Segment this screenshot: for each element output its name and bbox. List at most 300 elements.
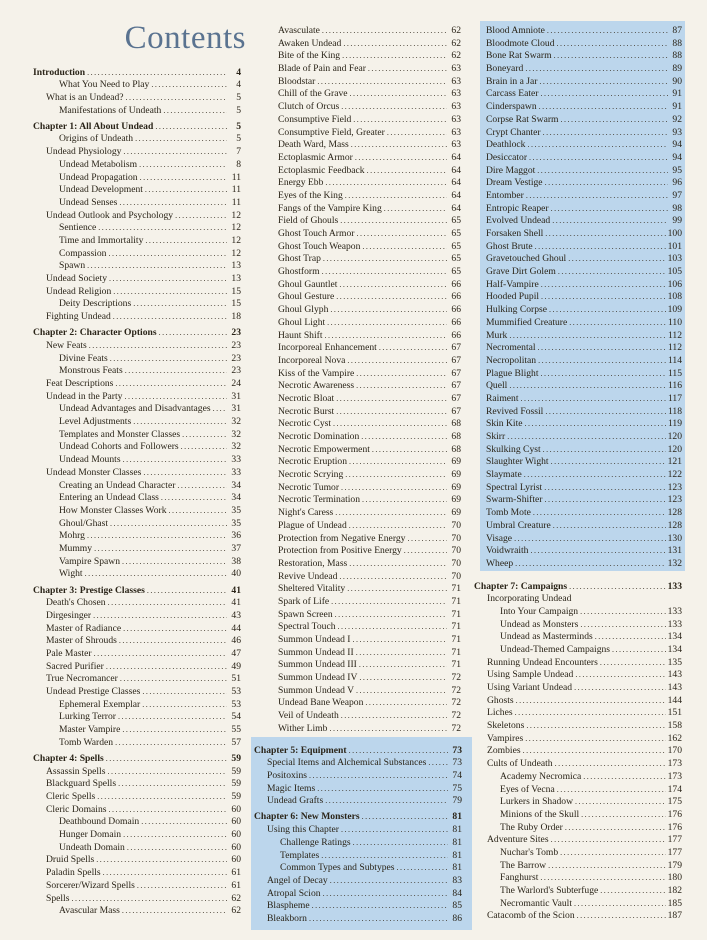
toc-entry-title: Necrotic Domination xyxy=(278,431,360,442)
toc-page-number: 71 xyxy=(451,608,461,620)
toc-entry[interactable] xyxy=(33,518,241,531)
toc-entry[interactable] xyxy=(278,355,461,368)
toc-entry[interactable] xyxy=(278,190,461,203)
toc-chapter-entry[interactable] xyxy=(254,745,462,758)
toc-page-number: 74 xyxy=(452,769,462,781)
toc-chapter-entry[interactable] xyxy=(33,585,241,598)
dot-leader xyxy=(365,697,447,710)
toc-entry[interactable] xyxy=(486,342,682,355)
toc-entry[interactable] xyxy=(278,266,461,279)
toc-entry[interactable] xyxy=(33,905,241,918)
toc-entry[interactable] xyxy=(474,733,682,746)
toc-entry-title: Undead Monster Classes xyxy=(46,466,142,478)
toc-entry[interactable] xyxy=(474,695,682,708)
toc-entry[interactable] xyxy=(486,76,682,89)
dot-leader xyxy=(560,847,665,860)
toc-entry[interactable] xyxy=(33,505,241,518)
toc-entry[interactable] xyxy=(33,273,241,286)
toc-entry-title: Desiccator xyxy=(486,151,528,163)
toc-entry[interactable] xyxy=(474,860,682,873)
toc-entry[interactable] xyxy=(254,862,462,875)
toc-entry[interactable] xyxy=(278,114,461,127)
toc-entry[interactable] xyxy=(33,403,241,416)
toc-entry[interactable] xyxy=(278,609,461,622)
toc-entry[interactable] xyxy=(486,393,682,406)
toc-entry[interactable] xyxy=(33,340,241,353)
toc-entry-title: Ghost Brute xyxy=(486,240,533,252)
toc-entry[interactable] xyxy=(486,266,682,279)
dot-leader xyxy=(540,872,665,885)
toc-entry-title: Death's Chosen xyxy=(46,597,106,609)
toc-entry[interactable] xyxy=(474,619,682,632)
toc-entry-title: Undead Cohorts and Followers xyxy=(59,441,179,453)
toc-entry[interactable] xyxy=(278,127,461,140)
toc-page-number: 44 xyxy=(231,622,241,634)
dot-leader xyxy=(533,507,666,520)
toc-entry[interactable] xyxy=(33,724,241,737)
toc-entry[interactable] xyxy=(486,253,682,266)
dot-leader xyxy=(527,139,668,152)
toc-entry[interactable] xyxy=(278,596,461,609)
toc-entry[interactable] xyxy=(474,644,682,657)
dot-leader xyxy=(507,431,665,444)
dot-leader xyxy=(575,796,666,809)
toc-entry[interactable] xyxy=(33,610,241,623)
toc-entry[interactable] xyxy=(33,260,241,273)
toc-entry[interactable] xyxy=(33,353,241,366)
toc-page-number: 81 xyxy=(452,811,462,823)
toc-entry[interactable] xyxy=(486,469,682,482)
dot-leader xyxy=(356,685,447,698)
toc-page-number: 179 xyxy=(667,859,682,871)
toc-entry-title: Time and Immortality xyxy=(59,234,144,246)
toc-entry[interactable] xyxy=(278,571,461,584)
toc-entry[interactable] xyxy=(474,707,682,720)
toc-entry[interactable] xyxy=(278,406,461,419)
toc-entry[interactable] xyxy=(33,235,241,248)
toc-entry[interactable] xyxy=(486,114,682,127)
dot-leader xyxy=(135,133,227,146)
toc-entry[interactable] xyxy=(278,304,461,317)
toc-entry-title: Murk xyxy=(486,329,508,341)
toc-page-number: 182 xyxy=(667,885,682,896)
dot-leader xyxy=(509,330,666,343)
toc-entry[interactable] xyxy=(474,822,682,835)
toc-entry[interactable] xyxy=(33,159,241,172)
toc-entry[interactable] xyxy=(33,378,241,391)
dot-leader xyxy=(177,480,227,493)
toc-entry[interactable] xyxy=(33,480,241,493)
toc-entry[interactable] xyxy=(278,50,461,63)
toc-entry[interactable] xyxy=(474,631,682,644)
toc-entry[interactable] xyxy=(278,494,461,507)
toc-entry[interactable] xyxy=(33,893,241,906)
dot-leader xyxy=(339,571,447,584)
toc-entry[interactable] xyxy=(486,177,682,190)
toc-page-number: 83 xyxy=(452,874,462,886)
toc-entry[interactable] xyxy=(254,757,462,770)
toc-entry[interactable] xyxy=(33,778,241,791)
toc-entry[interactable] xyxy=(278,165,461,178)
toc-page-number: 65 xyxy=(451,266,461,278)
toc-entry[interactable] xyxy=(278,697,461,710)
toc-entry[interactable] xyxy=(278,647,461,660)
toc-entry[interactable] xyxy=(33,556,241,569)
toc-entry-title: Assassin Spells xyxy=(46,765,106,777)
toc-entry[interactable] xyxy=(486,520,682,533)
toc-entry-title: Energy Ebb xyxy=(278,177,324,189)
toc-entry-title: Avasculate xyxy=(278,25,320,36)
toc-entry[interactable] xyxy=(278,431,461,444)
dot-leader xyxy=(323,253,447,266)
toc-entry-title: Master of Shrouds xyxy=(46,635,117,647)
toc-entry[interactable] xyxy=(254,783,462,796)
toc-page-number: 70 xyxy=(451,557,461,569)
toc-entry[interactable] xyxy=(278,545,461,558)
toc-entry[interactable] xyxy=(33,568,241,581)
toc-entry[interactable] xyxy=(33,543,241,556)
toc-entry[interactable] xyxy=(278,520,461,533)
toc-entry[interactable] xyxy=(486,507,682,520)
toc-entry[interactable] xyxy=(278,317,461,330)
dot-leader xyxy=(554,50,668,63)
toc-entry[interactable] xyxy=(486,165,682,178)
toc-page-number: 131 xyxy=(667,545,682,557)
toc-entry-title: Undead Advantages and Disadvantages xyxy=(59,403,211,415)
toc-entry[interactable] xyxy=(278,291,461,304)
toc-entry-title: Deity Descriptions xyxy=(59,298,132,310)
toc-entry[interactable] xyxy=(486,203,682,216)
toc-entry[interactable] xyxy=(486,406,682,419)
toc-entry[interactable] xyxy=(486,38,682,51)
toc-entry[interactable] xyxy=(474,771,682,784)
toc-entry[interactable] xyxy=(278,25,461,38)
toc-entry[interactable] xyxy=(486,317,682,330)
dot-leader xyxy=(327,317,447,330)
toc-entry-title: Evolved Undead xyxy=(486,215,551,227)
toc-page-number: 69 xyxy=(451,507,461,519)
toc-entry[interactable] xyxy=(474,834,682,847)
toc-page-number: 66 xyxy=(451,291,461,303)
toc-entry[interactable] xyxy=(278,659,461,672)
toc-page-number: 64 xyxy=(451,189,461,201)
toc-page-number: 4 xyxy=(236,66,241,78)
toc-entry[interactable] xyxy=(33,454,241,467)
toc-entry[interactable] xyxy=(278,444,461,457)
toc-page-number: 71 xyxy=(451,659,461,671)
toc-entry[interactable] xyxy=(278,228,461,241)
toc-entry[interactable] xyxy=(278,330,461,343)
dot-leader xyxy=(342,50,447,63)
toc-entry[interactable] xyxy=(474,720,682,733)
toc-entry[interactable] xyxy=(33,829,241,842)
toc-page-number: 71 xyxy=(451,621,461,633)
toc-entry[interactable] xyxy=(33,222,241,235)
toc-entry[interactable] xyxy=(486,190,682,203)
toc-entry[interactable] xyxy=(33,842,241,855)
toc-entry[interactable] xyxy=(33,635,241,648)
toc-entry[interactable] xyxy=(278,253,461,266)
toc-entry[interactable] xyxy=(33,766,241,779)
toc-entry[interactable] xyxy=(474,847,682,860)
toc-entry[interactable] xyxy=(254,875,462,888)
toc-entry[interactable] xyxy=(33,492,241,505)
toc-entry[interactable] xyxy=(486,456,682,469)
toc-entry[interactable] xyxy=(33,441,241,454)
toc-entry[interactable] xyxy=(254,850,462,863)
toc-entry[interactable] xyxy=(474,669,682,682)
toc-entry[interactable] xyxy=(278,342,461,355)
toc-entry[interactable] xyxy=(486,418,682,431)
toc-chapter-entry[interactable] xyxy=(33,753,241,766)
toc-entry-title: Ghoul Light xyxy=(278,316,326,328)
toc-entry[interactable] xyxy=(278,723,461,736)
toc-entry[interactable] xyxy=(474,606,682,619)
toc-chapter-entry[interactable] xyxy=(33,327,241,340)
toc-entry[interactable] xyxy=(278,152,461,165)
toc-entry[interactable] xyxy=(278,583,461,596)
toc-entry[interactable] xyxy=(486,241,682,254)
toc-entry[interactable] xyxy=(33,804,241,817)
toc-entry[interactable] xyxy=(486,380,682,393)
toc-entry[interactable] xyxy=(486,355,682,368)
toc-entry[interactable] xyxy=(33,298,241,311)
toc-entry[interactable] xyxy=(486,304,682,317)
toc-entry[interactable] xyxy=(278,710,461,723)
dot-leader xyxy=(317,783,448,796)
toc-entry[interactable] xyxy=(474,682,682,695)
toc-entry[interactable] xyxy=(278,533,461,546)
toc-chapter-entry[interactable] xyxy=(33,67,241,80)
toc-entry[interactable] xyxy=(278,38,461,51)
toc-entry[interactable] xyxy=(474,796,682,809)
toc-entry[interactable] xyxy=(486,228,682,241)
toc-entry[interactable] xyxy=(33,791,241,804)
toc-page-number: 36 xyxy=(231,530,241,542)
toc-page-number: 67 xyxy=(451,380,461,392)
toc-entry[interactable] xyxy=(486,50,682,63)
toc-entry[interactable] xyxy=(486,494,682,507)
toc-entry[interactable] xyxy=(254,770,462,783)
toc-page-number: 5 xyxy=(236,104,241,116)
toc-entry[interactable] xyxy=(33,92,241,105)
toc-entry[interactable] xyxy=(486,101,682,114)
toc-entry[interactable] xyxy=(486,279,682,292)
toc-page-number: 64 xyxy=(451,151,461,163)
toc-entry[interactable] xyxy=(33,133,241,146)
toc-entry[interactable] xyxy=(254,795,462,808)
toc-entry-title: Boneyard xyxy=(486,63,524,75)
toc-entry[interactable] xyxy=(33,648,241,661)
toc-page-number: 75 xyxy=(452,782,462,794)
toc-entry[interactable] xyxy=(33,391,241,404)
toc-entry-title: Vampires xyxy=(487,732,524,744)
toc-entry[interactable] xyxy=(33,854,241,867)
toc-entry[interactable] xyxy=(278,558,461,571)
toc-entry-title: Veil of Undeath xyxy=(278,710,339,722)
toc-entry[interactable] xyxy=(278,241,461,254)
toc-entry[interactable] xyxy=(474,910,682,923)
toc-entry[interactable] xyxy=(486,63,682,76)
toc-entry[interactable] xyxy=(33,184,241,197)
toc-entry-title: Blade of Pain and Fear xyxy=(278,63,366,75)
toc-page-number: 35 xyxy=(231,504,241,516)
dot-leader xyxy=(336,406,447,419)
dot-leader xyxy=(163,105,227,118)
toc-entry[interactable] xyxy=(474,872,682,885)
toc-entry[interactable] xyxy=(278,215,461,228)
toc-entry[interactable] xyxy=(33,816,241,829)
toc-page-number: 67 xyxy=(451,392,461,404)
toc-entry[interactable] xyxy=(278,368,461,381)
dot-leader xyxy=(122,724,227,737)
toc-page-number: 59 xyxy=(231,765,241,777)
toc-entry-title: Slaymate xyxy=(486,469,522,481)
toc-entry[interactable] xyxy=(33,248,241,261)
toc-entry[interactable] xyxy=(33,880,241,893)
toc-entry-title: Bone Rat Swarm xyxy=(486,50,552,62)
toc-entry[interactable] xyxy=(278,101,461,114)
toc-page-number: 94 xyxy=(672,151,682,163)
toc-entry[interactable] xyxy=(278,139,461,152)
toc-entry[interactable] xyxy=(486,545,682,558)
toc-page-number: 177 xyxy=(667,846,682,858)
toc-page-number: 65 xyxy=(451,228,461,239)
toc-entry-title: Swarm-Shifter xyxy=(486,494,543,506)
dot-leader xyxy=(544,482,665,495)
toc-page-number: 7 xyxy=(236,146,241,158)
toc-entry[interactable] xyxy=(278,203,461,216)
dot-leader xyxy=(355,152,447,165)
toc-entry[interactable] xyxy=(33,530,241,543)
toc-entry[interactable] xyxy=(278,76,461,89)
toc-entry[interactable] xyxy=(278,672,461,685)
toc-entry[interactable] xyxy=(474,809,682,822)
toc-chapter-entry[interactable] xyxy=(474,581,682,594)
toc-entry[interactable] xyxy=(474,885,682,898)
toc-entry[interactable] xyxy=(278,88,461,101)
toc-entry[interactable] xyxy=(278,418,461,431)
toc-entry[interactable] xyxy=(474,745,682,758)
dot-leader xyxy=(362,811,448,824)
toc-entry[interactable] xyxy=(33,661,241,674)
toc-column-1 xyxy=(33,63,241,918)
toc-page-number: 128 xyxy=(667,507,682,519)
toc-entry[interactable] xyxy=(33,146,241,159)
toc-entry[interactable] xyxy=(33,172,241,185)
toc-entry[interactable] xyxy=(474,758,682,771)
toc-entry[interactable] xyxy=(278,279,461,292)
dot-leader xyxy=(106,753,227,766)
toc-entry[interactable] xyxy=(33,105,241,118)
dot-leader xyxy=(106,661,227,674)
toc-entry[interactable] xyxy=(33,711,241,724)
dot-leader xyxy=(551,203,668,216)
toc-page-number: 59 xyxy=(231,778,241,790)
dot-leader xyxy=(122,556,227,569)
toc-entry[interactable] xyxy=(278,634,461,647)
toc-entry[interactable] xyxy=(33,597,241,610)
toc-entry[interactable] xyxy=(486,127,682,140)
toc-page-number: 122 xyxy=(667,469,682,481)
toc-entry[interactable] xyxy=(486,533,682,546)
toc-entry[interactable] xyxy=(486,431,682,444)
toc-entry[interactable] xyxy=(33,79,241,92)
toc-page-number: 158 xyxy=(667,720,682,732)
toc-entry[interactable] xyxy=(254,824,462,837)
toc-entry[interactable] xyxy=(486,88,682,101)
toc-entry[interactable] xyxy=(486,330,682,343)
toc-entry[interactable] xyxy=(486,152,682,165)
toc-entry[interactable] xyxy=(474,593,682,606)
toc-entry[interactable] xyxy=(33,197,241,210)
toc-entry[interactable] xyxy=(33,467,241,480)
toc-entry[interactable] xyxy=(254,900,462,913)
toc-entry[interactable] xyxy=(486,482,682,495)
toc-entry[interactable] xyxy=(33,699,241,712)
toc-entry[interactable] xyxy=(474,657,682,670)
toc-entry[interactable] xyxy=(278,393,461,406)
toc-entry[interactable] xyxy=(33,737,241,750)
toc-entry[interactable] xyxy=(33,867,241,880)
toc-entry[interactable] xyxy=(33,673,241,686)
toc-entry[interactable] xyxy=(474,784,682,797)
toc-entry[interactable] xyxy=(33,365,241,378)
toc-entry[interactable] xyxy=(278,469,461,482)
toc-entry[interactable] xyxy=(486,368,682,381)
toc-entry-title: Forsaken Shell xyxy=(486,228,544,239)
toc-entry[interactable] xyxy=(33,210,241,223)
toc-entry[interactable] xyxy=(486,25,682,38)
toc-entry[interactable] xyxy=(33,429,241,442)
toc-entry[interactable] xyxy=(33,686,241,699)
toc-entry[interactable] xyxy=(486,139,682,152)
toc-entry[interactable] xyxy=(486,215,682,228)
toc-entry[interactable] xyxy=(254,837,462,850)
toc-entry[interactable] xyxy=(278,685,461,698)
toc-entry[interactable] xyxy=(486,444,682,457)
toc-entry[interactable] xyxy=(474,898,682,911)
toc-entry[interactable] xyxy=(33,416,241,429)
dot-leader xyxy=(583,771,665,784)
toc-entry[interactable] xyxy=(278,456,461,469)
toc-chapter-entry[interactable] xyxy=(254,811,462,824)
toc-entry-title: Cleric Domains xyxy=(46,803,107,815)
toc-entry[interactable] xyxy=(278,482,461,495)
toc-entry[interactable] xyxy=(33,623,241,636)
toc-entry[interactable] xyxy=(278,63,461,76)
dot-leader xyxy=(341,710,447,723)
toc-entry-title: Introduction xyxy=(33,66,86,78)
toc-entry[interactable] xyxy=(254,913,462,926)
toc-entry[interactable] xyxy=(278,507,461,520)
toc-entry-title: Necrotic Burst xyxy=(278,405,335,417)
toc-chapter-entry[interactable] xyxy=(33,121,241,134)
toc-entry[interactable] xyxy=(278,380,461,393)
dot-leader xyxy=(110,353,227,366)
toc-entry[interactable] xyxy=(278,621,461,634)
toc-entry[interactable] xyxy=(254,888,462,901)
toc-entry[interactable] xyxy=(486,291,682,304)
dot-leader xyxy=(553,520,666,533)
toc-page-number: 98 xyxy=(672,202,682,214)
toc-entry[interactable] xyxy=(33,286,241,299)
toc-entry[interactable] xyxy=(33,311,241,324)
toc-entry-title: What You Need to Play xyxy=(59,79,150,91)
dot-leader xyxy=(123,146,227,159)
toc-entry[interactable] xyxy=(486,558,682,571)
toc-entry[interactable] xyxy=(278,177,461,190)
